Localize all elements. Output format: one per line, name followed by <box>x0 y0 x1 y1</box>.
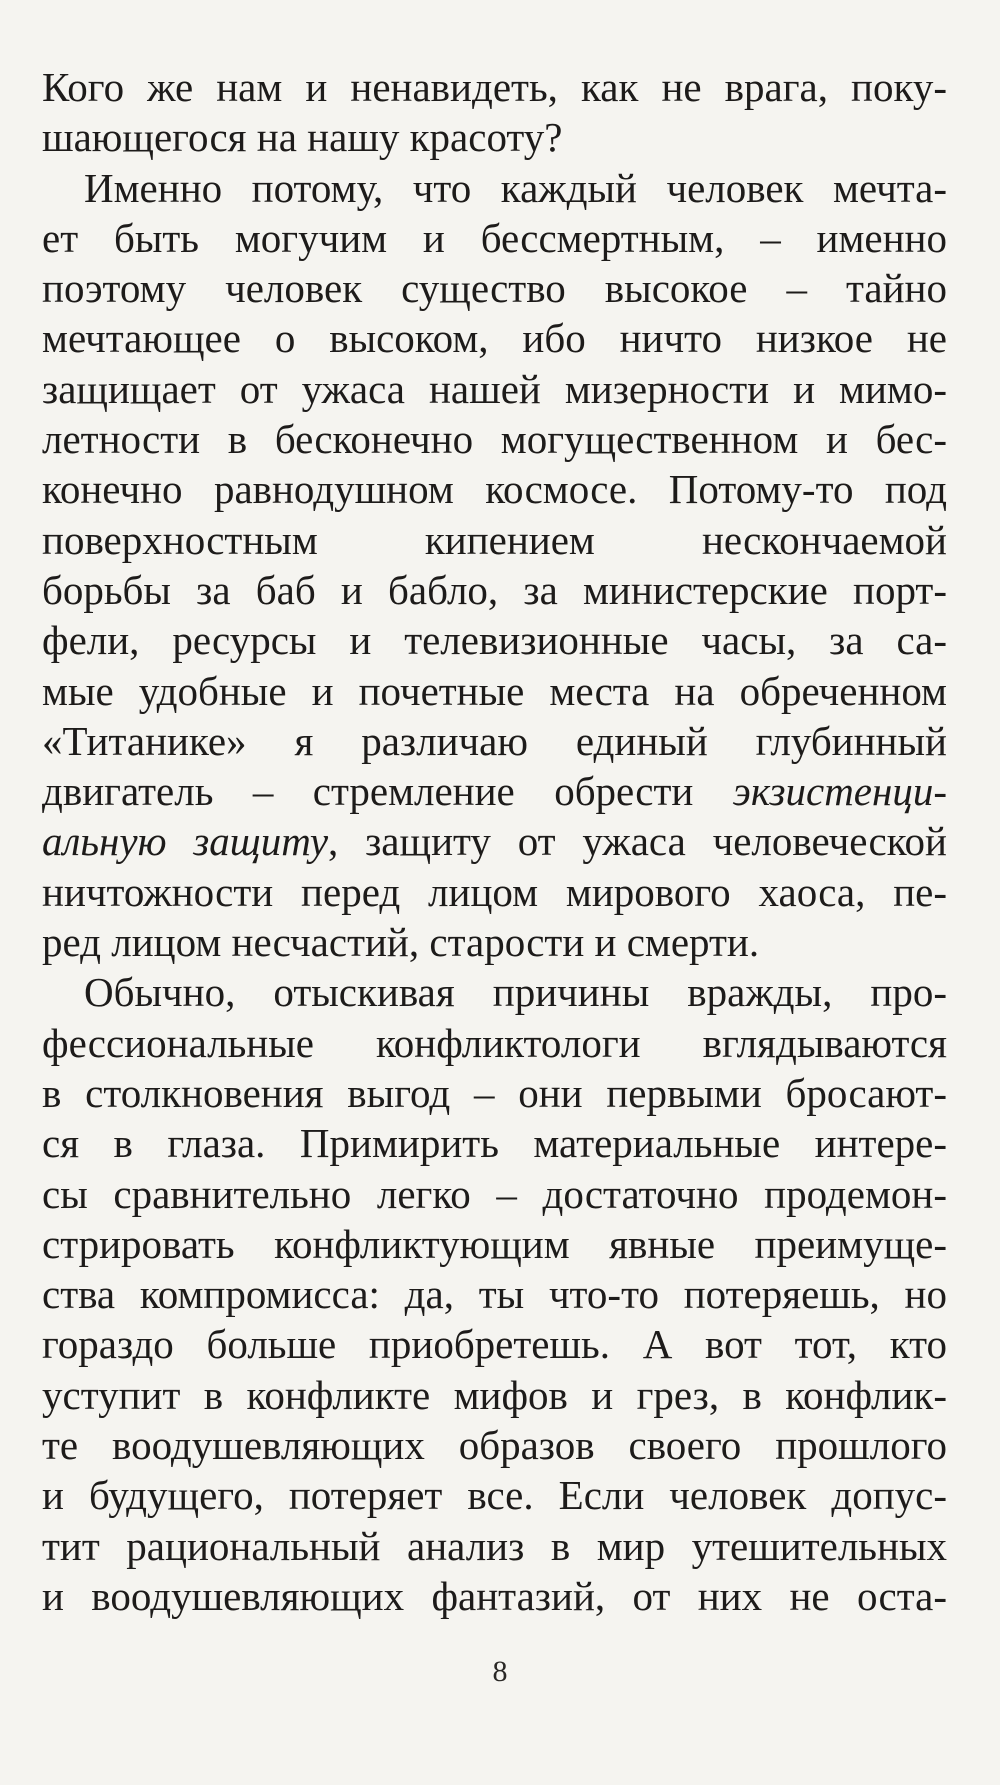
text-segment: ся в глаза. Примирить материальные интере- <box>42 1120 947 1167</box>
text-line <box>42 917 947 967</box>
text-line <box>42 313 947 363</box>
text-segment: «Титанике» я различаю единый глубинный <box>42 717 947 764</box>
text-line <box>42 615 947 665</box>
text-segment: ничтожности перед лицом мирового хаоса, пе- <box>42 868 947 915</box>
text-line <box>42 716 947 766</box>
text-segment: борьбы за баб и бабло, за министерские порт- <box>42 566 947 613</box>
text-segment: сы сравнительно легко – достаточно продемон- <box>42 1170 947 1217</box>
italic-text: экзистенци- <box>732 768 947 815</box>
text-segment: и воодушевляющих фантазий, от них не оста- <box>42 1572 947 1619</box>
text-line <box>42 1118 947 1168</box>
text-segment: мечтающее о высоком, ибо ничто низкое не <box>42 315 947 362</box>
text-line <box>42 816 947 866</box>
body-text <box>42 62 947 1621</box>
italic-text: альную защиту <box>42 818 329 865</box>
text-line <box>42 1219 947 1269</box>
text-segment: в столкновения выгод – они первыми бросают- <box>42 1069 947 1116</box>
text-segment: Обычно, отыскивая причины вражды, про- <box>84 969 947 1016</box>
text-segment: те воодушевляющих образов своего прошлого <box>42 1422 947 1469</box>
text-line <box>42 163 947 213</box>
text-segment: уступит в конфликте мифов и грез, в конфлик- <box>42 1371 947 1418</box>
text-line <box>42 1018 947 1068</box>
text-line <box>42 1319 947 1369</box>
text-line <box>42 464 947 514</box>
text-segment: фели, ресурсы и телевизионные часы, за са- <box>42 617 947 664</box>
text-segment: гораздо больше приобретешь. А вот тот, кто <box>42 1321 947 1368</box>
text-line <box>42 364 947 414</box>
text-line <box>42 62 947 112</box>
text-segment: защищает от ужаса нашей мизерности и мимо- <box>42 365 947 412</box>
text-line <box>42 1470 947 1520</box>
text-segment: поверхностным кипением нескончаемой <box>42 516 947 563</box>
text-segment: Кого же нам и ненавидеть, как не врага, поку- <box>42 64 947 110</box>
text-segment: Именно потому, что каждый человек мечта- <box>84 164 947 211</box>
text-segment: летности в бесконечно могущественном и бес- <box>42 416 947 463</box>
text-segment: двигатель – стремление обрести <box>42 768 733 815</box>
text-segment: стрировать конфликтующим явные преимуще- <box>42 1220 947 1267</box>
text-line <box>42 1269 947 1319</box>
text-line <box>42 766 947 816</box>
text-segment: шающегося на нашу красоту? <box>42 114 563 161</box>
text-line <box>42 1521 947 1571</box>
text-segment: ет быть могучим и бессмертным, – именно <box>42 214 947 261</box>
text-line <box>42 263 947 313</box>
text-line <box>42 565 947 615</box>
text-line <box>42 1571 947 1621</box>
text-line <box>42 112 947 162</box>
text-line <box>42 213 947 263</box>
page-number: 8 <box>492 1655 508 1688</box>
text-segment: ред лицом несчастий, старости и смерти. <box>42 919 760 966</box>
text-segment: мые удобные и почетные места на обреченном <box>42 667 947 714</box>
text-segment: и будущего, потеряет все. Если человек допус- <box>42 1472 947 1519</box>
text-line <box>42 666 947 716</box>
text-segment: фессиональные конфликтологи вглядываются <box>42 1019 947 1066</box>
text-line <box>42 1169 947 1219</box>
text-segment: конечно равнодушном космосе. Потому-то под <box>42 466 947 513</box>
text-line <box>42 414 947 464</box>
text-line <box>42 1370 947 1420</box>
text-segment: , защиту от ужаса человеческой <box>328 818 947 865</box>
text-segment: поэтому человек существо высокое – тайно <box>42 265 947 312</box>
text-line <box>42 967 947 1017</box>
text-segment: тит рациональный анализ в мир утешительных <box>42 1522 947 1569</box>
text-segment: ства компромисса: да, ты что-то потеряешь, но <box>42 1271 947 1318</box>
text-line <box>42 867 947 917</box>
text-line <box>42 515 947 565</box>
text-line <box>42 1068 947 1118</box>
text-line <box>42 1420 947 1470</box>
